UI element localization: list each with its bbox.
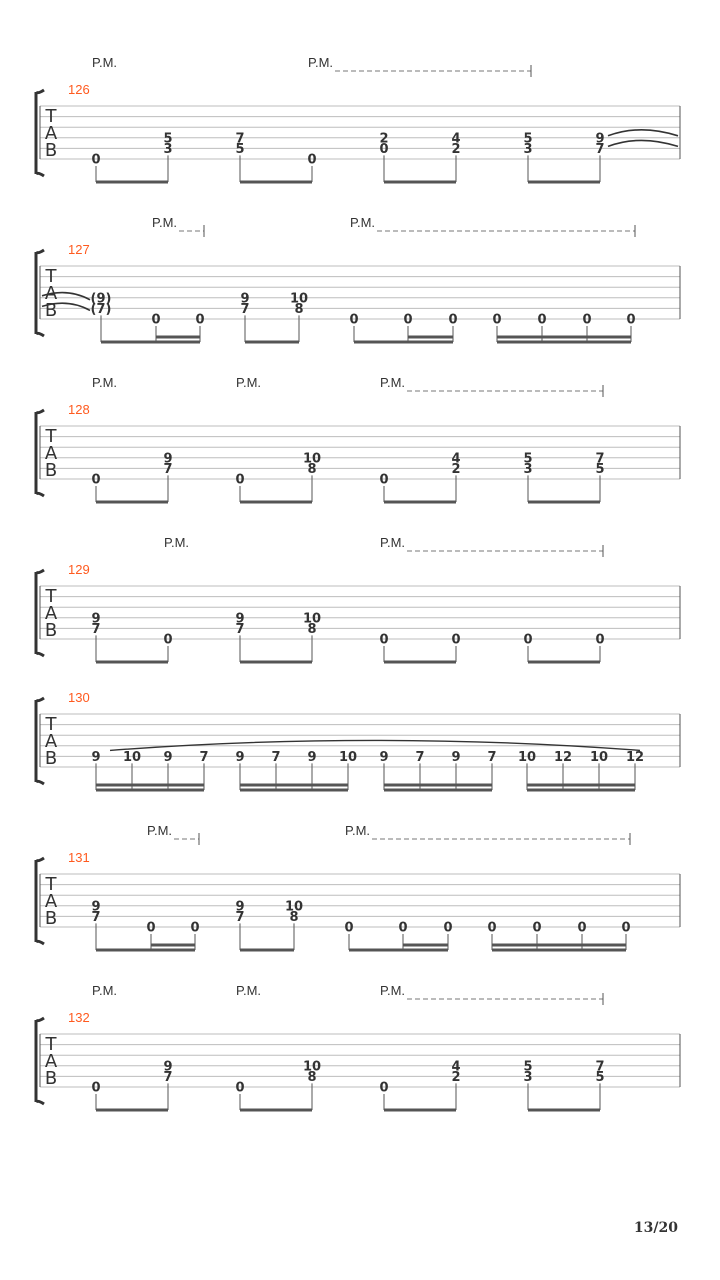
fret-number: 8 bbox=[307, 621, 317, 637]
fret-number: 5 bbox=[235, 141, 245, 157]
tab-system bbox=[36, 535, 680, 662]
fret-number: 4 bbox=[451, 1059, 461, 1075]
measure-number: 130 bbox=[68, 690, 90, 705]
fret-number: 7 bbox=[199, 749, 209, 765]
tab-clef-letter: T bbox=[45, 714, 57, 735]
fret-number: 3 bbox=[163, 141, 173, 157]
fret-number: 10 bbox=[289, 291, 309, 307]
fret-number: 0 bbox=[91, 152, 101, 168]
fret-number: 3 bbox=[523, 1069, 533, 1085]
tab-system bbox=[36, 55, 680, 182]
fret-number: 9 bbox=[163, 749, 173, 765]
fret-number: 9 bbox=[451, 749, 461, 765]
tab-clef-letter: T bbox=[45, 426, 57, 447]
fret-number: 2 bbox=[451, 141, 461, 157]
fret-number: 0 bbox=[403, 312, 413, 328]
fret-number: 0 bbox=[195, 312, 205, 328]
fret-number: 0 bbox=[595, 632, 605, 648]
fret-number: 0 bbox=[307, 152, 317, 168]
tab-clef-letter: B bbox=[44, 300, 58, 321]
fret-number: 0 bbox=[532, 920, 542, 936]
tab-clef-letter: T bbox=[45, 1034, 57, 1055]
tab-clef-letter: B bbox=[44, 460, 58, 481]
fret-number: 9 bbox=[307, 749, 317, 765]
fret-number: 9 bbox=[240, 291, 250, 307]
tab-clef-letter: T bbox=[45, 266, 57, 287]
fret-number: 10 bbox=[302, 451, 322, 467]
tab-clef-letter: A bbox=[44, 123, 58, 144]
fret-number: 7 bbox=[487, 749, 497, 765]
tab-clef-letter: T bbox=[45, 874, 57, 895]
tab-system bbox=[36, 983, 680, 1110]
fret-number: 0 bbox=[537, 312, 547, 328]
fret-number: 0 bbox=[235, 1080, 245, 1096]
palm-mute-label: P.M. bbox=[350, 215, 376, 230]
fret-number: 2 bbox=[451, 461, 461, 477]
measure-number: 129 bbox=[68, 562, 90, 577]
fret-number: 7 bbox=[595, 1059, 605, 1075]
fret-number: 7 bbox=[163, 461, 173, 477]
fret-number: 0 bbox=[621, 920, 631, 936]
fret-number: 8 bbox=[294, 301, 304, 317]
fret-number: 2 bbox=[379, 131, 389, 147]
palm-mute-label: P.M. bbox=[152, 215, 178, 230]
fret-number: 7 bbox=[415, 749, 425, 765]
fret-number: 7 bbox=[91, 909, 101, 925]
tab-clef-letter: A bbox=[44, 443, 58, 464]
tab-clef-letter: A bbox=[44, 731, 58, 752]
fret-number: 12 bbox=[625, 749, 645, 765]
fret-number: 0 bbox=[146, 920, 156, 936]
measure-number: 127 bbox=[68, 242, 90, 257]
tie-arc bbox=[608, 140, 678, 146]
fret-number: 0 bbox=[190, 920, 200, 936]
fret-number: 5 bbox=[523, 1059, 533, 1075]
fret-number: 9 bbox=[235, 749, 245, 765]
fret-number: 0 bbox=[235, 472, 245, 488]
tab-clef-letter: B bbox=[44, 1068, 58, 1089]
fret-number: 0 bbox=[379, 1080, 389, 1096]
fret-number: 4 bbox=[451, 451, 461, 467]
fret-number: 5 bbox=[163, 131, 173, 147]
palm-mute-label: P.M. bbox=[147, 823, 173, 838]
fret-number: 10 bbox=[589, 749, 609, 765]
fret-number: 0 bbox=[379, 141, 389, 157]
fret-number: (7) bbox=[90, 301, 112, 317]
fret-number: 0 bbox=[626, 312, 636, 328]
fret-number: 0 bbox=[523, 632, 533, 648]
fret-number: 0 bbox=[487, 920, 497, 936]
tab-clef-letter: T bbox=[45, 106, 57, 127]
palm-mute-label: P.M. bbox=[380, 375, 406, 390]
fret-number: 0 bbox=[379, 472, 389, 488]
tab-clef-letter: B bbox=[44, 748, 58, 769]
palm-mute-label: P.M. bbox=[92, 983, 118, 998]
palm-mute-label: P.M. bbox=[92, 375, 118, 390]
fret-number: 10 bbox=[284, 899, 304, 915]
fret-number: 7 bbox=[271, 749, 281, 765]
tab-clef-letter: T bbox=[45, 586, 57, 607]
fret-number: 5 bbox=[595, 461, 605, 477]
palm-mute-label: P.M. bbox=[380, 983, 406, 998]
tab-system bbox=[36, 215, 680, 342]
fret-number: 7 bbox=[91, 621, 101, 637]
fret-number: 0 bbox=[349, 312, 359, 328]
fret-number: 7 bbox=[595, 141, 605, 157]
tab-system bbox=[36, 823, 680, 950]
tab-clef-letter: B bbox=[44, 908, 58, 929]
fret-number: 9 bbox=[235, 899, 245, 915]
fret-number: 5 bbox=[523, 131, 533, 147]
tab-clef-letter: A bbox=[44, 891, 58, 912]
fret-number: 9 bbox=[235, 611, 245, 627]
fret-number: 0 bbox=[443, 920, 453, 936]
fret-number: 9 bbox=[379, 749, 389, 765]
fret-number: 0 bbox=[448, 312, 458, 328]
fret-number: 9 bbox=[163, 451, 173, 467]
measure-number: 126 bbox=[68, 82, 90, 97]
tab-system bbox=[36, 375, 680, 502]
fret-number: 2 bbox=[451, 1069, 461, 1085]
palm-mute-label: P.M. bbox=[164, 535, 190, 550]
palm-mute-label: P.M. bbox=[308, 55, 334, 70]
palm-mute-label: P.M. bbox=[236, 375, 262, 390]
measure-number: 128 bbox=[68, 402, 90, 417]
fret-number: 0 bbox=[379, 632, 389, 648]
fret-number: 0 bbox=[91, 1080, 101, 1096]
palm-mute-label: P.M. bbox=[345, 823, 371, 838]
fret-number: 0 bbox=[582, 312, 592, 328]
fret-number: 9 bbox=[163, 1059, 173, 1075]
fret-number: 9 bbox=[91, 899, 101, 915]
fret-number: 8 bbox=[289, 909, 299, 925]
tab-clef-letter: A bbox=[44, 603, 58, 624]
fret-number: 0 bbox=[492, 312, 502, 328]
measure-number: 132 bbox=[68, 1010, 90, 1025]
palm-mute-label: P.M. bbox=[380, 535, 406, 550]
fret-number: 0 bbox=[451, 632, 461, 648]
palm-mute-label: P.M. bbox=[92, 55, 118, 70]
fret-number: 7 bbox=[235, 621, 245, 637]
fret-number: 9 bbox=[595, 131, 605, 147]
fret-number: 7 bbox=[163, 1069, 173, 1085]
tab-clef-letter: A bbox=[44, 1051, 58, 1072]
tab-system bbox=[36, 690, 680, 790]
fret-number: 0 bbox=[163, 632, 173, 648]
fret-number: 7 bbox=[235, 909, 245, 925]
fret-number: 0 bbox=[91, 472, 101, 488]
tie-arc bbox=[608, 130, 678, 136]
measure-number: 131 bbox=[68, 850, 90, 865]
tab-clef-letter: B bbox=[44, 140, 58, 161]
page-number: 13/20 bbox=[633, 1220, 678, 1236]
fret-number: 3 bbox=[523, 141, 533, 157]
palm-mute-label: P.M. bbox=[236, 983, 262, 998]
fret-number: 0 bbox=[344, 920, 354, 936]
fret-number: 7 bbox=[240, 301, 250, 317]
fret-number: 0 bbox=[398, 920, 408, 936]
fret-number: 5 bbox=[595, 1069, 605, 1085]
tab-clef-letter: A bbox=[44, 283, 58, 304]
fret-number: 3 bbox=[523, 461, 533, 477]
fret-number: 4 bbox=[451, 131, 461, 147]
fret-number: 10 bbox=[517, 749, 537, 765]
fret-number: 10 bbox=[122, 749, 142, 765]
fret-number: 10 bbox=[338, 749, 358, 765]
fret-number: (9) bbox=[90, 291, 112, 307]
fret-number: 10 bbox=[302, 611, 322, 627]
fret-number: 12 bbox=[553, 749, 573, 765]
fret-number: 10 bbox=[302, 1059, 322, 1075]
fret-number: 8 bbox=[307, 461, 317, 477]
fret-number: 9 bbox=[91, 611, 101, 627]
fret-number: 7 bbox=[595, 451, 605, 467]
fret-number: 9 bbox=[91, 749, 101, 765]
fret-number: 5 bbox=[523, 451, 533, 467]
fret-number: 7 bbox=[235, 131, 245, 147]
tab-clef-letter: B bbox=[44, 620, 58, 641]
fret-number: 0 bbox=[577, 920, 587, 936]
fret-number: 0 bbox=[151, 312, 161, 328]
fret-number: 8 bbox=[307, 1069, 317, 1085]
